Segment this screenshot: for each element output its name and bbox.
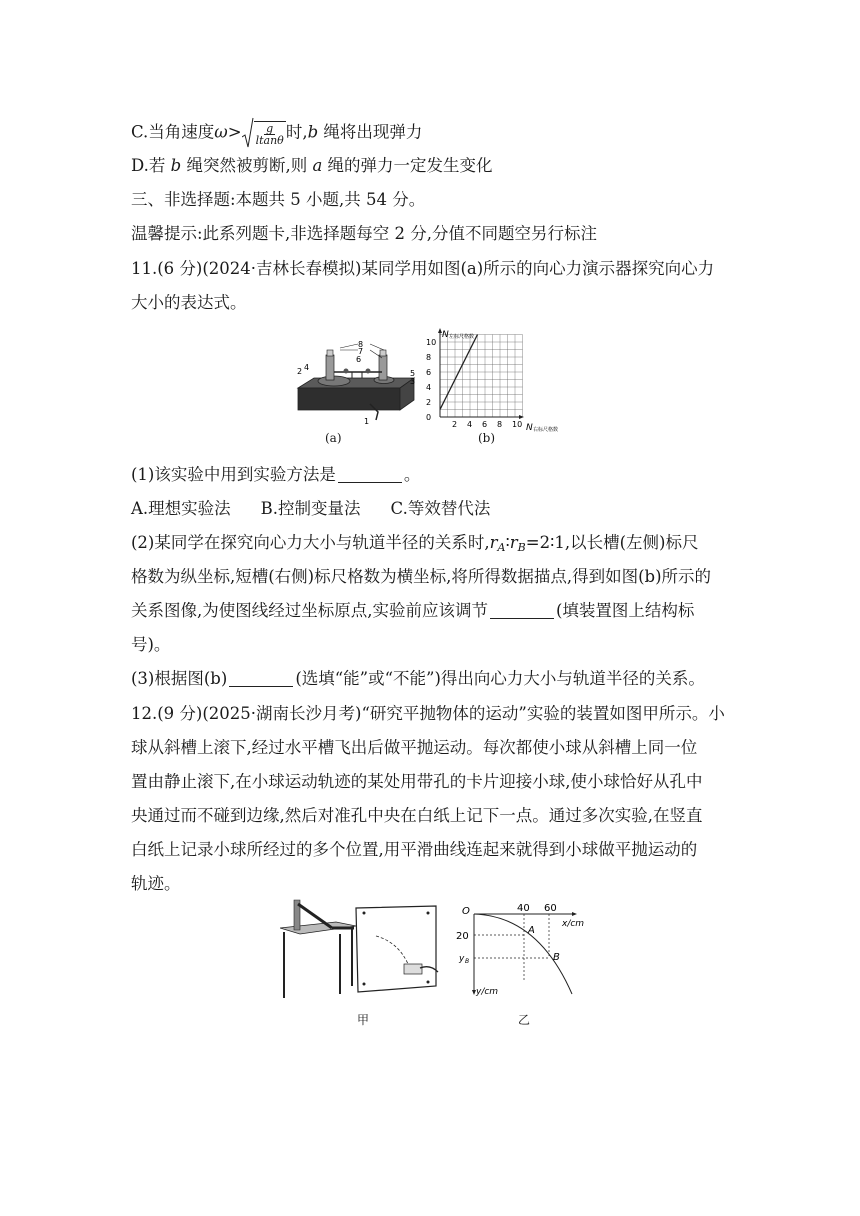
option-c-suffix-pre: 时,: [285, 122, 308, 142]
y-b-label-sub: B: [465, 958, 470, 965]
var-r-b: r: [509, 533, 518, 552]
option-d-pre: D.若: [131, 156, 171, 175]
q11-sub2-line1: [131, 532, 698, 559]
option-c-suffix-post: 绳将出现弹力: [318, 122, 423, 142]
y-tick-label: 8: [426, 353, 432, 362]
option-c-prefix: C.当角速度: [131, 122, 215, 142]
x-tick-60: 60: [544, 903, 557, 914]
var-b: b: [170, 156, 182, 175]
label-1: 1: [364, 417, 370, 426]
label-8: 8: [358, 340, 364, 349]
x-tick-label: 4: [467, 420, 473, 429]
q12-line3: 置由静止滚下,在小球运动轨迹的某处用带孔的卡片迎接小球,使小球恰好从孔中: [131, 772, 703, 791]
var-r-a: r: [489, 533, 498, 552]
label-3: 3: [410, 377, 416, 386]
sleeve-left: [326, 355, 334, 380]
q11-stem-line2: 大小的表达式。: [131, 293, 247, 312]
x-tick-label: 10: [512, 420, 523, 429]
graph-b: [422, 324, 582, 432]
q11-sub3: [131, 668, 705, 690]
q12-line1: 12.(9 分)(2025·湖南长沙月考)“研究平抛物体的运动”实验的装置如图甲所示。小: [131, 704, 725, 723]
x-ticks: [452, 420, 522, 429]
y-tick-label: 0: [426, 413, 432, 422]
omega-symbol: ω: [214, 122, 228, 142]
x-axis-arrow-icon: [519, 415, 524, 419]
option-d-mid: 绳突然被剪断,则: [181, 156, 313, 175]
q11-sub2-text-b: =2∶1,以长槽(左侧)标尺: [525, 533, 699, 552]
base-top: [298, 378, 414, 388]
section-heading: 三、非选择题:本题共 5 小题,共 54 分。: [131, 190, 426, 209]
pin-icon: [427, 912, 430, 915]
caption-b: (b): [478, 431, 496, 445]
y-tick-label: 2: [426, 398, 432, 407]
graph-b-grid: [440, 335, 523, 418]
q11-sub2-l3-a: 关系图像,为使图线经过坐标原点,实验前应该调节: [131, 601, 488, 620]
var-a: a: [312, 156, 323, 175]
option-d: [131, 155, 493, 177]
caption-a: (a): [325, 431, 342, 445]
x-tick-label: 8: [497, 420, 503, 429]
x-axis-title-sub: 右标尺格数: [533, 427, 559, 432]
y-tick-20: 20: [456, 931, 469, 942]
q11-sub2-line4: 号)。: [131, 635, 171, 654]
q11-sub3-b: (选填“能”或“不能”)得出向心力大小与轨道半径的关系。: [295, 669, 705, 688]
x-tick-40: 40: [517, 903, 530, 914]
subscript-b: B: [517, 541, 526, 554]
option-b-control: B.控制变量法: [260, 499, 361, 518]
sleeve-right: [379, 355, 387, 380]
scale-right: [380, 350, 386, 356]
q11-stem-line1: 11.(6 分)(2024·吉林长春模拟)某同学用如图(a)所示的向心力演示器探究向心力: [131, 259, 715, 278]
answer-blank-2[interactable]: [490, 602, 554, 619]
q11-sub2-line2: 格数为纵坐标,短槽(右侧)标尺格数为横坐标,将所得数据描点,得到如图(b)所示的: [131, 567, 712, 586]
y-axis-title-sub: 左标尺格数: [449, 334, 475, 340]
ball-b: [366, 369, 371, 374]
q12-line2: 球从斜槽上滚下,经过水平槽飞出后做平抛运动。每次都使小球从斜槽上同一位: [131, 738, 698, 757]
label-2: 2: [297, 367, 303, 376]
var-b: b: [307, 122, 319, 142]
pin-icon: [427, 981, 430, 984]
answer-blank-1[interactable]: [338, 466, 402, 483]
point-a-label: A: [528, 925, 535, 936]
caption-jia: 甲: [357, 1013, 370, 1027]
card-with-hole-icon: [404, 964, 422, 974]
apparatus-figure: [292, 338, 420, 432]
pin-icon: [363, 912, 366, 915]
trajectory-graph: [456, 898, 588, 1000]
y-tick-label: 4: [426, 383, 432, 392]
y-axis-label: y/cm: [476, 987, 499, 997]
scale-left: [327, 350, 333, 356]
q12-line5: 白纸上记录小球所经过的多个位置,用平滑曲线连起来就得到小球做平抛运动的: [131, 840, 698, 859]
answer-blank-3[interactable]: [229, 670, 293, 687]
point-b-label: B: [553, 952, 560, 963]
label-7: 7: [358, 347, 364, 356]
base-front: [298, 388, 400, 410]
tip-text: 温馨提示:此系列题卡,非选择题每空 2 分,分值不同题空另行标注: [131, 224, 598, 243]
caption-yi: 乙: [518, 1013, 531, 1027]
q11-sub1: [131, 464, 420, 486]
origin-label: O: [462, 906, 470, 917]
sqrt-expression: [242, 117, 286, 149]
q11-sub1-text: (1)该实验中用到实验方法是: [131, 465, 336, 484]
gt-symbol: >: [227, 122, 242, 142]
subscript-a: A: [497, 541, 506, 554]
q11-sub3-a: (3)根据图(b): [131, 669, 228, 688]
x-axis-arrow-icon: [572, 912, 577, 916]
pin-icon: [363, 983, 366, 986]
fraction-numerator: g: [266, 121, 274, 135]
option-c-equivalent: C.等效替代法: [390, 499, 491, 518]
ratio-colon: ∶: [505, 533, 510, 552]
x-axis-label: x/cm: [562, 919, 585, 929]
option-c: [131, 117, 422, 149]
y-tick-label: 10: [426, 338, 437, 347]
sqrt-sign-icon: [242, 117, 254, 149]
board: [356, 906, 436, 992]
y-b-label: y: [459, 954, 465, 964]
x-axis-title: N: [526, 423, 533, 432]
label-5: 5: [410, 369, 416, 378]
y-ticks: [426, 338, 436, 422]
projectile-apparatus-figure: [280, 898, 444, 1002]
option-d-post: 绳的弹力一定发生变化: [322, 156, 493, 175]
q11-sub2-line3: [131, 600, 694, 622]
label-6: 6: [356, 355, 362, 364]
ball-a: [344, 369, 349, 374]
q12-line6: 轨迹。: [131, 874, 181, 893]
q11-sub2-text-a: (2)某同学在探究向心力大小与轨道半径的关系时,: [131, 533, 490, 552]
label-4: 4: [304, 363, 310, 372]
x-tick-label: 2: [452, 420, 458, 429]
q11-options: [131, 498, 490, 520]
option-a-ideal: A.理想实验法: [131, 499, 231, 518]
q11-sub1-end: 。: [403, 465, 421, 484]
q11-sub2-l3-b: (填装置图上结构标: [556, 601, 695, 620]
fraction: [256, 123, 284, 146]
x-tick-label: 6: [482, 420, 488, 429]
y-axis-title: N: [442, 330, 449, 340]
y-tick-label: 6: [426, 368, 432, 377]
q12-line4: 央通过而不碰到边缘,然后对准孔中央在白纸上记下一点。通过多次实验,在竖直: [131, 806, 703, 825]
fraction-denominator: ltanθ: [255, 133, 284, 147]
